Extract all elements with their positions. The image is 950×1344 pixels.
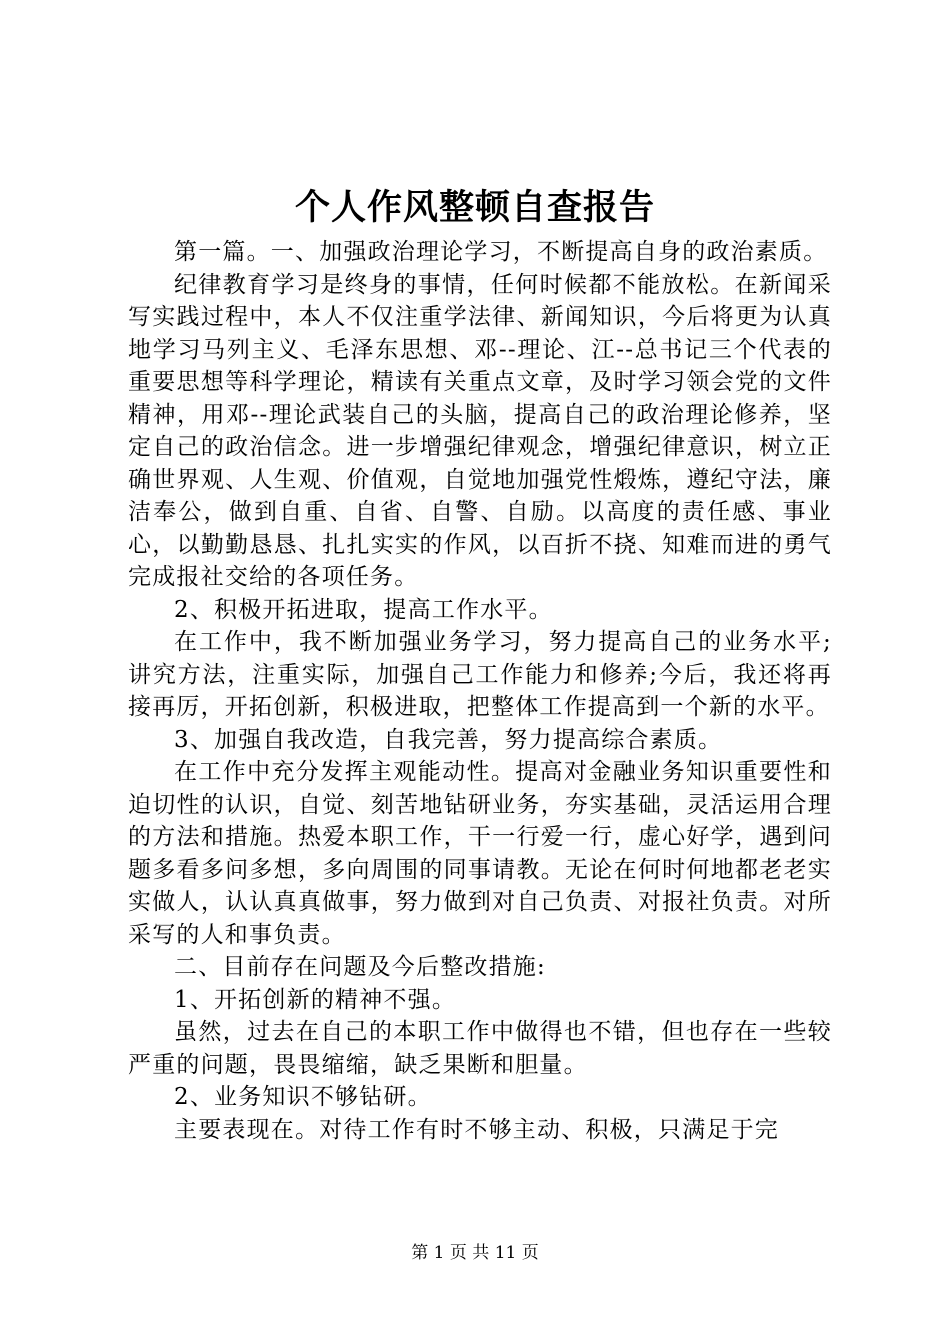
document-title: 个人作风整顿自查报告 [294, 187, 655, 228]
paragraph-3: 2、积极开拓进取，提高工作水平。 [174, 596, 553, 623]
paragraph-4: 在工作中，我不断加强业务学习，努力提高自己的业务水平;讲究方法，注重实际，加强自己工作能力和修养;今后，我还将再接再厉，开拓创新，积极进取，把整体工作提高到一个新的水平。 [128, 629, 832, 720]
paragraph-9: 虽然，过去在自己的本职工作中做得也不错，但也存在一些较严重的问题，畏畏缩缩，缺乏果断和胆量。 [128, 1019, 832, 1078]
paragraph-7: 二、目前存在问题及今后整改措施: [174, 954, 546, 980]
paragraph-11: 主要表现在。对待工作有时不够主动、积极，只满足于完 [174, 1116, 779, 1143]
paragraph-8: 1、开拓创新的精神不强。 [174, 986, 457, 1013]
page-footer: 第 1 页 共 11 页 [411, 1243, 539, 1263]
paragraph-1: 第一篇。一、加强政治理论学习，不断提高自身的政治素质。 [174, 239, 828, 265]
document-body [128, 236, 832, 1146]
paragraph-6: 在工作中充分发挥主观能动性。提高对金融业务知识重要性和迫切性的认识，自觉、刻苦地钻研业务，夯实基础，灵活运用合理的方法和措施。热爱本职工作，干一行爱一行，虚心好学，遇到问题多看多问多想，多向周围的同事请教。无论在何时何地都老老实实做人，认认真真做事，努力做到对自己负责、对报社负责。对所采写的人和事负责。 [128, 759, 832, 948]
paragraph-5: 3、加强自我改造，自我完善，努力提高综合素质。 [174, 726, 723, 753]
paragraph-2: 纪律教育学习是终身的事情，任何时候都不能放松。在新闻采写实践过程中，本人不仅注重学法律、新闻知识，今后将更为认真地学习马列主义、毛泽东思想、邓--理论、江--总书记三个代表的重要思想等科学理论，精读有关重点文章，及时学习领会党的文件精神，用邓--理论武装自己的头脑，提高自己的政治理论修养，坚定自己的政治信念。进一步增强纪律观念，增强纪律意识，树立正确世界观、人生观、价值观，自觉地加强党性煅炼，遵纪守法，廉洁奉公，做到自重、自省、自警、自励。以高度的责任感、事业心，以勤勤恳恳、扎扎实实的作风，以百折不挠、知难而进的勇气完成报社交给的各项任务。 [128, 271, 832, 590]
paragraph-10: 2、业务知识不够钻研。 [174, 1084, 432, 1110]
